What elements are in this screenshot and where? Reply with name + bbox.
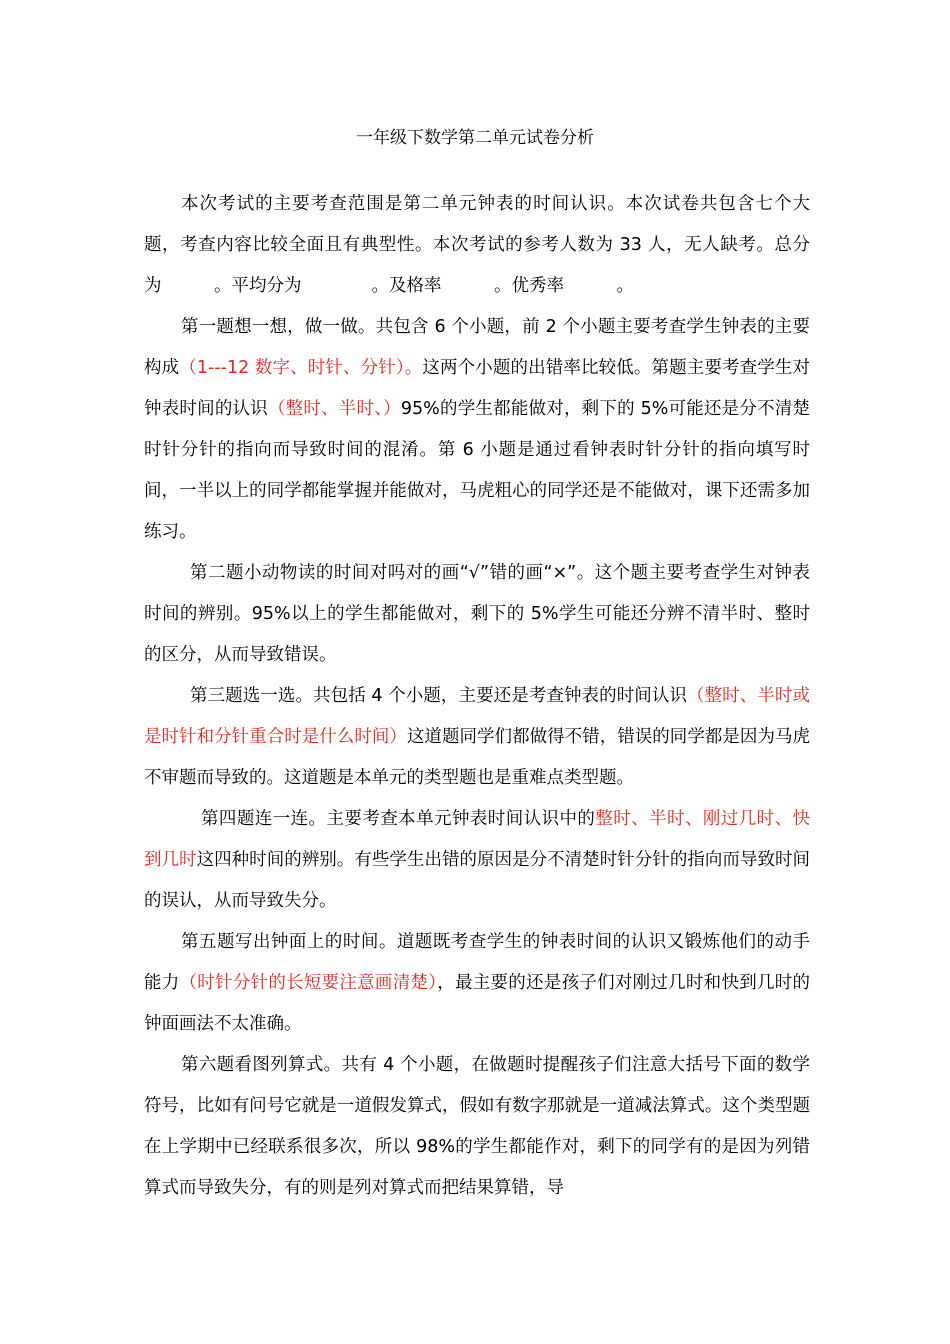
paragraph-question-5 bbox=[144, 922, 810, 1045]
highlight-segment: 整时、半时、刚过几时、快到几时 bbox=[144, 809, 811, 870]
highlight-segment: （整时、半时、） bbox=[267, 399, 401, 419]
text-segment: 第二题小动物读的时间对吗对的画“√”错的画“×”。这个题主要考查学生对钟表时间的辨别。95%以上的学生都能做对，剩下的 5%学生可能还分辨不清半时、整时的区分，从而导致错误。 bbox=[144, 563, 810, 665]
highlight-segment: （1---12 数字、时针、分针）。 bbox=[179, 358, 423, 378]
paragraph-question-1 bbox=[144, 307, 810, 553]
paragraph-overview bbox=[144, 184, 810, 307]
text-segment: 这两个小题的出错率比较低。第题主要考查学生对钟表时间的认识 bbox=[144, 358, 811, 419]
text-segment: 第三题选一选。共包括 4 个小题，主要还是考查钟表的时间认识 bbox=[190, 686, 688, 706]
paragraph-question-4 bbox=[144, 799, 810, 922]
text-segment: 第五题写出钟面上的时间。道题既考查学生的钟表时间的认识又锻炼他们的动手能力 bbox=[144, 932, 810, 993]
document-body bbox=[144, 184, 810, 1209]
text-segment: 95%的学生都能做对，剩下的 5%可能还是分不清楚时针分针的指向而导致时间的混淆。第 6 小题是通过看钟表时针分针的指向填写时间，一半以上的同学都能掌握并能做对，马虎粗心的同学还是不能做对，课下还需多加练习。 bbox=[144, 399, 810, 542]
highlight-segment: （整时、半时或是时针和分针重合时是什么时间） bbox=[144, 686, 810, 747]
text-segment: 第一题想一想，做一做。共包含 6 个小题，前 2 个小题主要考查学生钟表的主要构成 bbox=[144, 317, 810, 378]
text-segment: 这四种时间的辨别。有些学生出错的原因是分不清楚时针分针的指向而导致时间的误认，从而导致失分。 bbox=[144, 850, 811, 911]
paragraph-question-6 bbox=[144, 1045, 810, 1209]
document-title: 一年级下数学第二单元试卷分析 bbox=[356, 128, 594, 148]
text-segment: 这道题同学们都做得不错，错误的同学都是因为马虎不审题而导致的。这道题是本单元的类型题也是重难点类型题。 bbox=[144, 727, 810, 788]
paragraph-question-3 bbox=[144, 676, 810, 799]
text-segment: 本次考试的主要考查范围是第二单元钟表的时间认识。本次试卷共包含七个大题，考查内容比较全面且有典型性。本次考试的参考人数为 33 人，无人缺考。总分为 。平均分为 。及格率 。优秀率 。 bbox=[144, 194, 810, 296]
text-segment: ，最主要的还是孩子们对刚过几时和快到几时的钟面画法不太准确。 bbox=[144, 973, 811, 1034]
text-segment: 第六题看图列算式。共有 4 个小题，在做题时提醒孩子们注意大括号下面的数学符号，比如有问号它就是一道假发算式，假如有数字那就是一道减法算式。这个类型题在上学期中已经联系很多次，所以 98%的学生都能作对，剩下的同学有的是因为列错算式而导致失分，有的则是列对算式而把结果算错，导 bbox=[144, 1055, 810, 1198]
paragraph-question-2 bbox=[144, 553, 810, 676]
highlight-segment: （时针分针的长短要注意画清楚） bbox=[179, 973, 438, 993]
text-segment: 第四题连一连。主要考查本单元钟表时间认识中的 bbox=[201, 809, 596, 829]
